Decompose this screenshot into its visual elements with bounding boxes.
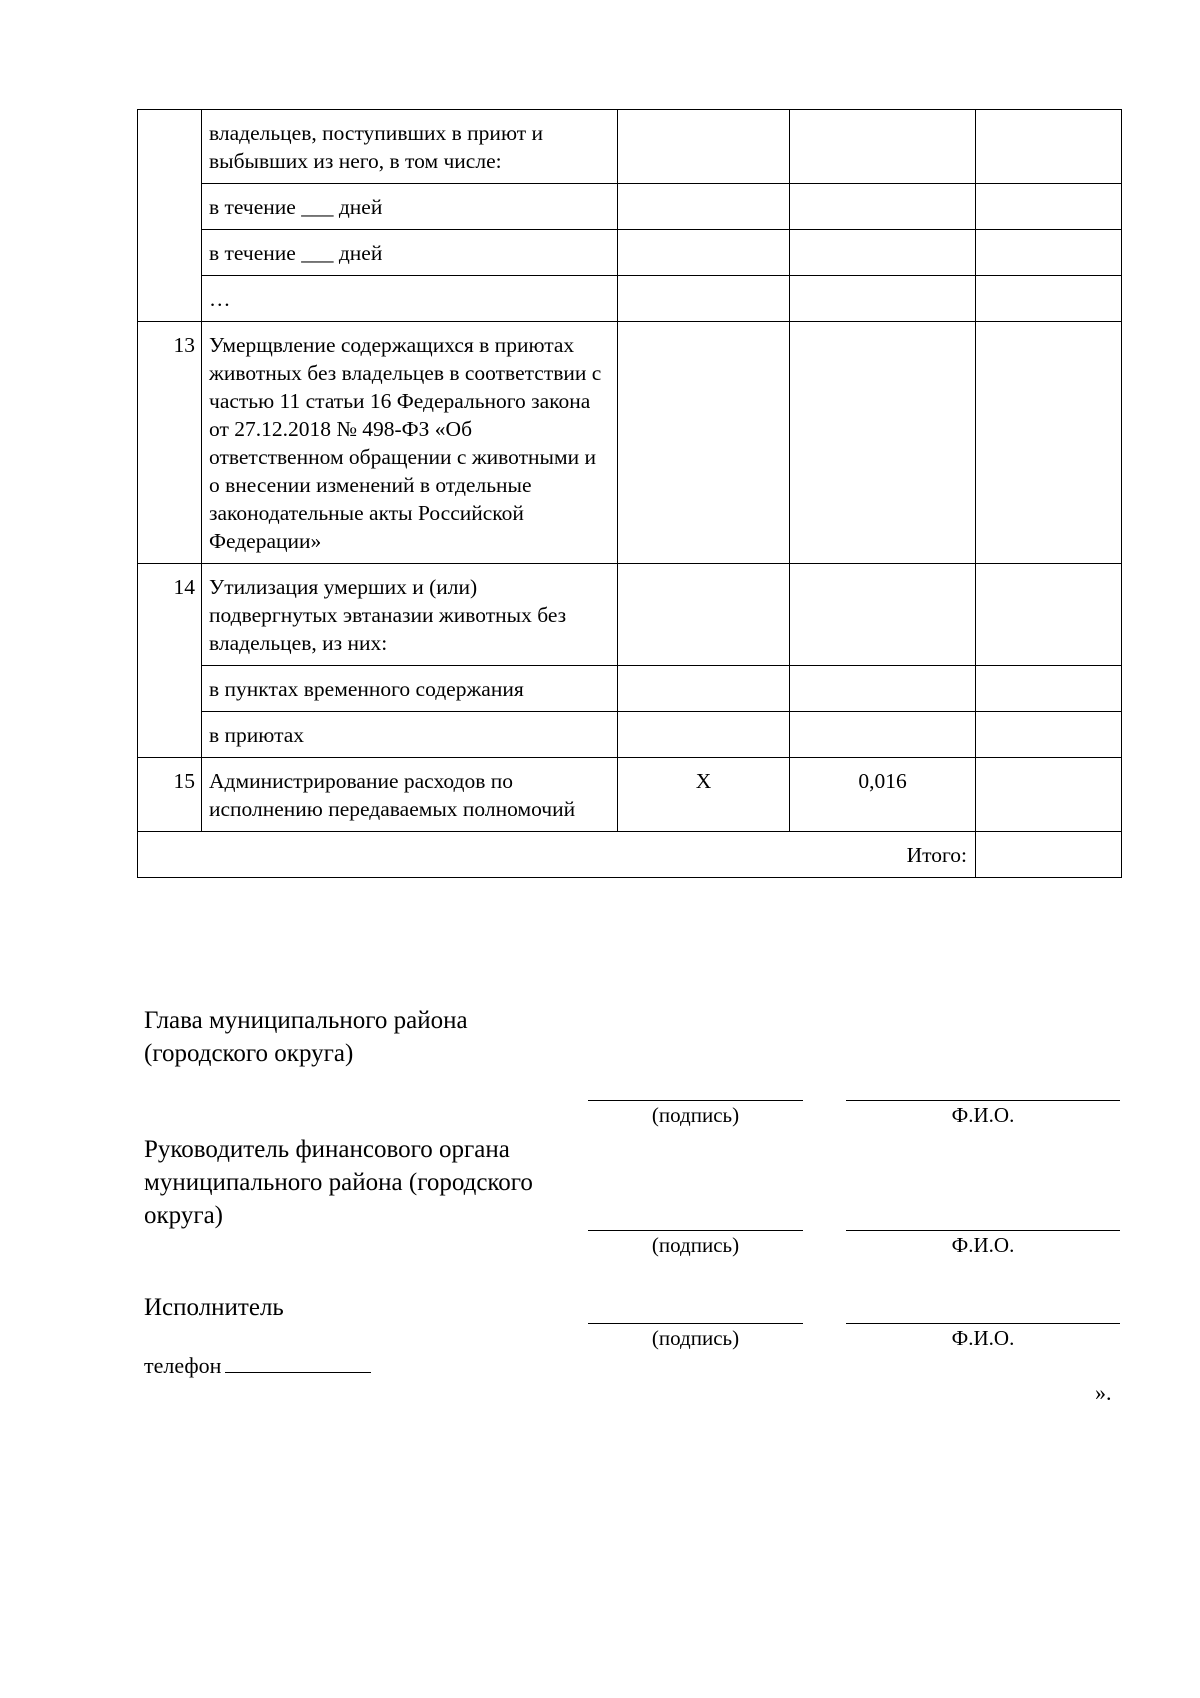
cell-col1 bbox=[618, 110, 790, 184]
cell-col2 bbox=[790, 322, 976, 564]
executor-name-line bbox=[846, 1323, 1120, 1324]
table-row bbox=[138, 276, 1122, 322]
cell-col1: Х bbox=[618, 758, 790, 832]
row-description: Администрирование расходов по исполнению передаваемых полномочий bbox=[202, 758, 618, 832]
row-number: 13 bbox=[138, 322, 202, 564]
services-table bbox=[137, 109, 1122, 878]
finance-signature-line bbox=[588, 1230, 803, 1231]
row-description: владельцев, поступивших в приют и выбывших из него, в том числе: bbox=[202, 110, 618, 184]
executor-signature-caption: (подпись) bbox=[651, 1326, 740, 1350]
cell-col3 bbox=[976, 666, 1122, 712]
table-row bbox=[138, 230, 1122, 276]
cell-col3 bbox=[976, 276, 1122, 322]
cell-col1 bbox=[618, 184, 790, 230]
table-row bbox=[138, 758, 1122, 832]
row-description: в течение ___ дней bbox=[202, 184, 618, 230]
head-name-caption: Ф.И.О. bbox=[951, 1103, 1015, 1127]
row-description: в течение ___ дней bbox=[202, 230, 618, 276]
cell-col1 bbox=[618, 322, 790, 564]
head-signature-line bbox=[588, 1100, 803, 1101]
total-value bbox=[976, 832, 1122, 878]
table-row bbox=[138, 110, 1122, 184]
table-row bbox=[138, 184, 1122, 230]
cell-col2: 0,016 bbox=[790, 758, 976, 832]
phone-line bbox=[225, 1352, 371, 1373]
head-title: Глава муниципального района (городского округа) bbox=[144, 1007, 468, 1067]
cell-col3 bbox=[976, 184, 1122, 230]
cell-col3 bbox=[976, 758, 1122, 832]
cell-col3 bbox=[976, 564, 1122, 666]
table-row bbox=[138, 712, 1122, 758]
phone-label: телефон bbox=[144, 1353, 222, 1378]
finance-name-line bbox=[846, 1230, 1120, 1231]
cell-col2 bbox=[790, 564, 976, 666]
executor-title: Исполнитель bbox=[144, 1294, 284, 1321]
row-description: Утилизация умерших и (или) подвергнутых эвтаназии животных без владельцев, из них: bbox=[202, 564, 618, 666]
finance-title: Руководитель финансового органа муниципального района (городского округа) bbox=[144, 1136, 533, 1229]
cell-col1 bbox=[618, 712, 790, 758]
row-description: в приютах bbox=[202, 712, 618, 758]
cell-col1 bbox=[618, 276, 790, 322]
row-number bbox=[138, 110, 202, 322]
cell-col3 bbox=[976, 230, 1122, 276]
finance-name-caption: Ф.И.О. bbox=[951, 1233, 1015, 1257]
closing-quote: ». bbox=[1095, 1380, 1112, 1405]
cell-col1 bbox=[618, 564, 790, 666]
row-number: 15 bbox=[138, 758, 202, 832]
table-row bbox=[138, 564, 1122, 666]
cell-col2 bbox=[790, 230, 976, 276]
head-signature-caption: (подпись) bbox=[651, 1103, 740, 1127]
executor-name-caption: Ф.И.О. bbox=[951, 1326, 1015, 1350]
executor-signature-line bbox=[588, 1323, 803, 1324]
table-row bbox=[138, 666, 1122, 712]
cell-col2 bbox=[790, 666, 976, 712]
table-row bbox=[138, 322, 1122, 564]
cell-col1 bbox=[618, 230, 790, 276]
cell-col2 bbox=[790, 712, 976, 758]
cell-col2 bbox=[790, 276, 976, 322]
total-row bbox=[138, 832, 1122, 878]
cell-col3 bbox=[976, 110, 1122, 184]
head-name-line bbox=[846, 1100, 1120, 1101]
cell-col3 bbox=[976, 322, 1122, 564]
row-description: … bbox=[202, 276, 618, 322]
phone-field bbox=[144, 1352, 371, 1380]
row-description: в пунктах временного содержания bbox=[202, 666, 618, 712]
finance-signature-caption: (подпись) bbox=[651, 1233, 740, 1257]
row-description: Умерщвление содержащихся в приютах животных без владельцев в соответствии с частью 11 статьи 16 Федерального закона от 27.12.2018 № 498-ФЗ «Об ответственном обращении с животными и о внесении изменений в отдельные законодательные акты Российской Федерации» bbox=[202, 322, 618, 564]
cell-col2 bbox=[790, 184, 976, 230]
cell-col2 bbox=[790, 110, 976, 184]
cell-col3 bbox=[976, 712, 1122, 758]
cell-col1 bbox=[618, 666, 790, 712]
total-label: Итого: bbox=[138, 832, 976, 878]
row-number: 14 bbox=[138, 564, 202, 758]
